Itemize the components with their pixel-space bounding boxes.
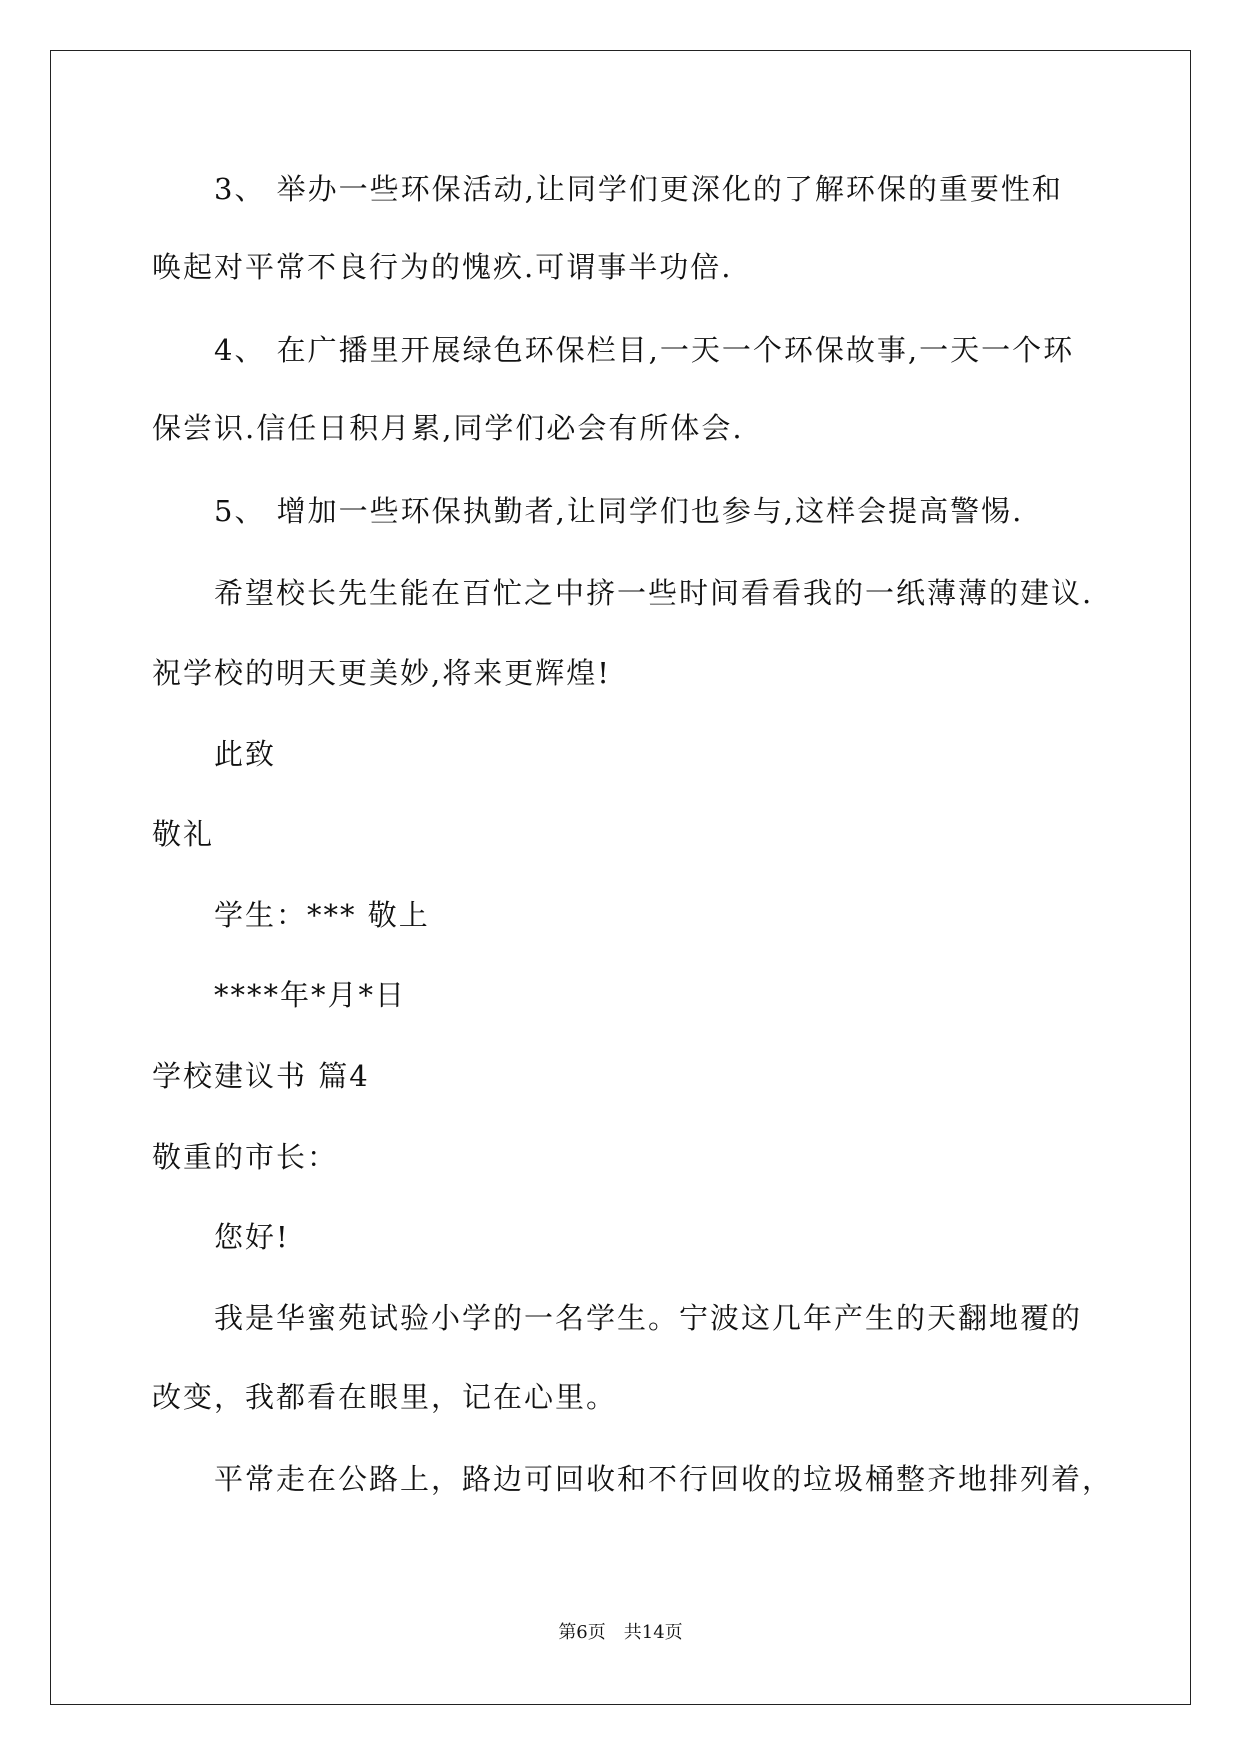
- paragraph-line: 改变，我都看在眼里，记在心里。: [152, 1380, 618, 1414]
- paragraph-line: 我是华蜜苑试验小学的一名学生。宁波这几年产生的天翻地覆的: [214, 1301, 1083, 1335]
- section-heading: 学校建议书 篇4: [152, 1059, 370, 1093]
- closing-salutation: 此致: [214, 737, 277, 771]
- paragraph-line: 3、 举办一些环保活动,让同学们更深化的了解环保的重要性和: [214, 172, 1063, 206]
- greeting-line: 您好!: [214, 1220, 290, 1254]
- paragraph-line: 保尝识.信任日积月累,同学们必会有所体会.: [152, 411, 744, 445]
- signature-line: 学生：*** 敬上: [214, 898, 430, 932]
- paragraph-line: 祝学校的明天更美妙,将来更辉煌!: [152, 656, 611, 690]
- addressee-line: 敬重的市长：: [152, 1140, 339, 1174]
- paragraph-line: 4、 在广播里开展绿色环保栏目,一天一个环保故事,一天一个环: [214, 333, 1075, 367]
- page-frame: [50, 50, 1191, 1705]
- closing-regards: 敬礼: [152, 817, 215, 851]
- paragraph-line: 平常走在公路上，路边可回收和不行回收的垃圾桶整齐地排列着，: [214, 1462, 1114, 1496]
- date-line: ****年*月*日: [214, 978, 407, 1012]
- paragraph-line: 5、 增加一些环保执勤者,让同学们也参与,这样会提高警惕.: [214, 494, 1024, 528]
- paragraph-line: 唤起对平常不良行为的愧疚.可谓事半功倍.: [152, 250, 733, 284]
- paragraph-line: 希望校长先生能在百忙之中挤一些时间看看我的一纸薄薄的建议.: [214, 576, 1094, 610]
- page-footer: 第6页 共14页: [558, 1622, 683, 1643]
